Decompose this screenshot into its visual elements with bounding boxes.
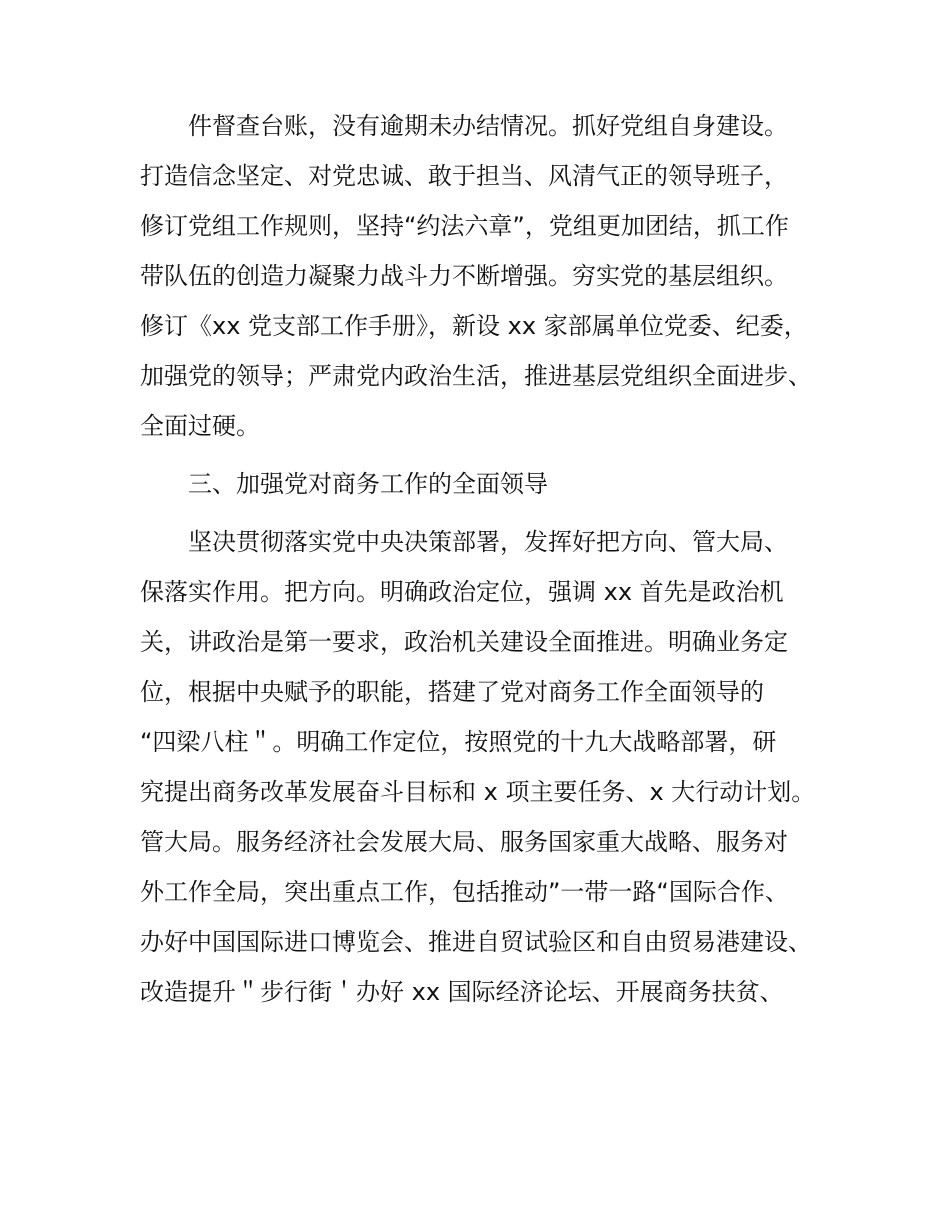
paragraph-1-line-5: 修订《xx 党支部工作手册》，新设 xx 家部属单位党委、纪委， <box>140 312 808 340</box>
paragraph-2-line-8: 外工作全局，突出重点工作，包括推动”一带一路“国际合作、 <box>140 878 789 906</box>
paragraph-2-line-10: 改造提升＂步行街＇办好 xx 国际经济论坛、开展商务扶贫、 <box>140 978 784 1006</box>
paragraph-2-line-6: 究提出商务改革发展奋斗目标和 x 项主要任务、x 大行动计划。 <box>140 778 816 806</box>
paragraph-2-line-4: 位，根据中央赋予的职能，搭建了党对商务工作全面领导的 <box>140 678 764 706</box>
paragraph-2-line-3: 关，讲政治是第一要求，政治机关建设全面推进。明确业务定 <box>140 628 788 656</box>
paragraph-2-line-2: 保落实作用。把方向。明确政治定位，强调 xx 首先是政治机 <box>140 578 784 606</box>
paragraph-2-line-7: 管大局。服务经济社会发展大局、服务国家重大战略、服务对 <box>140 828 788 856</box>
paragraph-2-line-5: “四梁八柱＂。明确工作定位，按照党的十九大战略部署，研 <box>140 728 777 756</box>
paragraph-1-line-1: 件督查台账，没有逾期未办结情况。抓好党组自身建设。 <box>188 112 788 140</box>
paragraph-2-line-1: 坚决贯彻落实党中央决策部署，发挥好把方向、管大局、 <box>188 528 788 556</box>
paragraph-1-line-4: 带队伍的创造力凝聚力战斗力不断增强。穷实党的基层组织。 <box>140 262 788 290</box>
paragraph-1-line-3: 修订党组工作规则，坚持“约法六章”，党组更加团结，抓工作 <box>140 212 789 240</box>
paragraph-2-line-9: 办好中国国际进口博览会、推进自贸试验区和自由贸易港建设、 <box>140 928 812 956</box>
section-heading-3-text: 三、加强党对商务工作的全面领导 <box>188 470 548 498</box>
paragraph-1-line-2: 打造信念坚定、对党忠诚、敢于担当、风清气正的领导班子， <box>140 162 788 190</box>
paragraph-1-line-7: 全面过硬。 <box>140 412 260 440</box>
paragraph-1-line-6: 加强党的领导；严肃党内政治生活，推进基层党组织全面进步、 <box>140 362 812 390</box>
